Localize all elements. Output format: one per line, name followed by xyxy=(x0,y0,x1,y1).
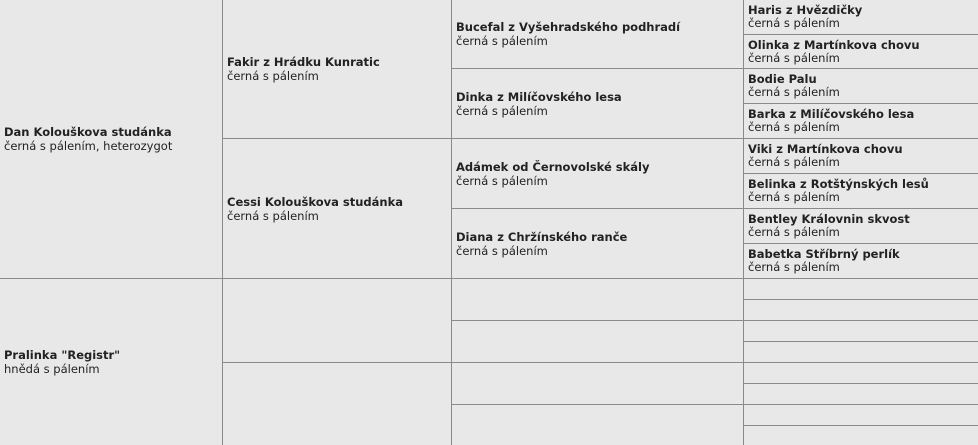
dog-color: černá s pálením, heterozygot xyxy=(4,139,173,153)
pedigree-cell-g3 xyxy=(451,68,743,138)
dog-color: černá s pálením xyxy=(456,103,548,118)
pedigree-cell-empty xyxy=(222,278,451,362)
dog-name: Babetka Stříbrný perlík xyxy=(748,247,900,261)
pedigree-cell-g3 xyxy=(451,0,743,68)
pedigree-cell-empty xyxy=(743,425,978,445)
dog-name: Dinka z Milíčovského lesa xyxy=(456,89,622,104)
dog-color: černá s pálením xyxy=(748,16,840,30)
pedigree-cell-empty xyxy=(222,362,451,445)
pedigree-cell-empty xyxy=(743,362,978,383)
pedigree-cell-g4 xyxy=(743,138,978,173)
dog-color: černá s pálením xyxy=(748,260,840,274)
dog-name: Olinka z Martínkova chovu xyxy=(748,37,920,52)
dog-color: černá s pálením xyxy=(748,85,840,99)
pedigree-cell-sire xyxy=(0,0,222,278)
pedigree-cell-empty xyxy=(743,341,978,362)
pedigree-cell-g3 xyxy=(451,138,743,208)
pedigree-cell-g4 xyxy=(743,173,978,208)
dog-color: černá s pálením xyxy=(227,208,319,223)
dog-name: Belinka z Rotštýnských lesů xyxy=(748,177,929,191)
pedigree-cell-g4 xyxy=(743,68,978,103)
pedigree-cell-g3 xyxy=(451,208,743,278)
dog-name: Fakir z Hrádku Kunratic xyxy=(227,55,380,69)
dog-color: černá s pálením xyxy=(748,50,840,65)
dog-color: černá s pálením xyxy=(456,173,548,188)
pedigree-cell-g4 xyxy=(743,103,978,138)
dog-color: černá s pálením xyxy=(748,120,840,134)
pedigree-cell-empty xyxy=(451,320,743,362)
dog-name: Bentley Královnin skvost xyxy=(748,212,910,226)
pedigree-cell-empty xyxy=(743,383,978,404)
pedigree-cell-empty xyxy=(743,320,978,341)
pedigree-cell-empty xyxy=(743,299,978,320)
pedigree-cell-dam xyxy=(0,278,222,445)
dog-name: Pralinka "Registr" xyxy=(4,348,121,362)
pedigree-cell-empty xyxy=(451,278,743,320)
dog-color: černá s pálením xyxy=(748,155,840,169)
dog-name: Viki z Martínkova chovu xyxy=(748,142,903,156)
dog-color: černá s pálením xyxy=(456,34,548,48)
dog-color: černá s pálením xyxy=(748,225,840,239)
dog-name: Adámek od Černovolské skály xyxy=(456,159,650,174)
dog-name: Diana z Chržínského ranče xyxy=(456,229,628,244)
pedigree-cell-g4 xyxy=(743,34,978,68)
pedigree-cell-sire-sire xyxy=(222,0,451,138)
dog-color: černá s pálením xyxy=(456,243,548,258)
dog-name: Cessi Kolouškova studánka xyxy=(227,194,403,209)
pedigree-cell-g4 xyxy=(743,208,978,243)
dog-name: Dan Kolouškova studánka xyxy=(4,125,172,139)
dog-name: Bucefal z Vyšehradského podhradí xyxy=(456,20,681,34)
pedigree-cell-empty xyxy=(743,278,978,299)
dog-name: Haris z Hvězdičky xyxy=(748,3,863,17)
pedigree-cell-empty xyxy=(743,404,978,425)
dog-color: hnědá s pálením xyxy=(4,362,100,376)
dog-color: černá s pálením xyxy=(748,190,840,204)
pedigree-cell-g4 xyxy=(743,0,978,34)
pedigree-cell-empty xyxy=(451,362,743,404)
pedigree-cell-empty xyxy=(451,404,743,445)
dog-name: Bodie Palu xyxy=(748,72,817,86)
dog-name: Barka z Milíčovského lesa xyxy=(748,107,915,121)
pedigree-cell-sire-dam xyxy=(222,138,451,278)
dog-color: černá s pálením xyxy=(227,69,319,83)
pedigree-cell-g4 xyxy=(743,243,978,278)
